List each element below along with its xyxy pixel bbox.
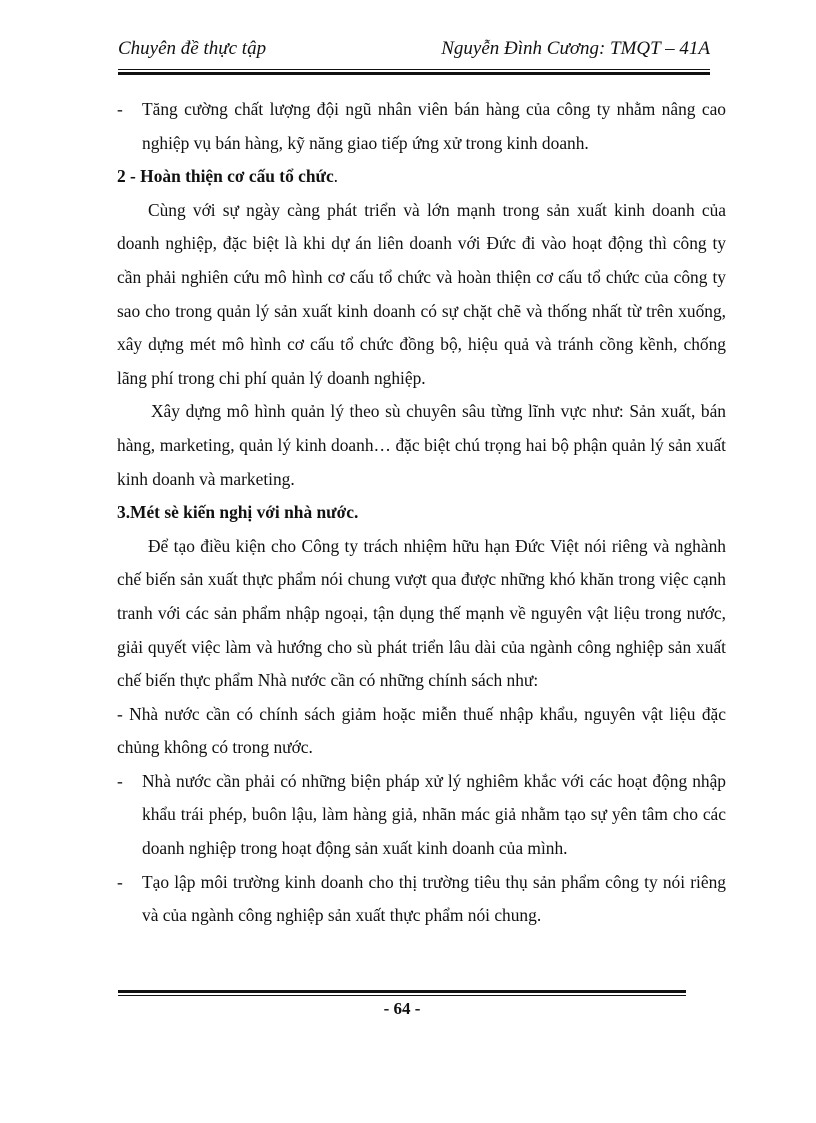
heading-period: . [333, 166, 339, 187]
bullet-dash: - [117, 871, 123, 892]
section-heading: 3.Mét sè kiến nghị với nhà nước. [117, 502, 359, 523]
paragraph: Xây dựng mô hình quản lý theo sù chuyên sâu từng lĩnh vực như: Sản xuất, bán hàng, marketing, quản lý kinh doanh… đặc biệt chú trọng hai bộ phận quản lý sản xuất kinh doanh và marketing. [117, 401, 726, 489]
bullet-item [117, 765, 726, 866]
header-author: Nguyễn Đình Cương: TMQT – 41A [441, 38, 710, 59]
bullet-text: Nhà nước cần phải có những biện pháp xử lý nghiêm khắc với các hoạt động nhập khẩu trái phép, buôn lậu, làm hàng giả, nhãn mác giả nhằm tạo sự yên tâm cho các doanh nghiệp trong hoạt động sản xuất kinh doanh của mình. [142, 770, 726, 859]
bullet-item [117, 866, 726, 933]
footer-rule-thick [118, 990, 686, 993]
page-header [118, 38, 710, 68]
bullet-text: Tăng cường chất lượng đội ngũ nhân viên bán hàng của công ty nhằm nâng cao nghiệp vụ bán hàng, kỹ năng giao tiếp ứng xử trong kinh doanh. [142, 99, 726, 153]
page-number: - 64 - [383, 999, 421, 1018]
page-body [117, 93, 726, 933]
heading-text: 2 - Hoàn thiện cơ cấu tổ chức [117, 166, 334, 187]
bullet-text: Tạo lập môi trường kinh doanh cho thị trường tiêu thụ sản phẩm công ty nói riêng và của ngành công nghiệp sản xuất thực phẩm nói chung. [142, 871, 726, 926]
paragraph: Cùng với sự ngày càng phát triển và lớn mạnh trong sản xuất kinh doanh của doanh nghiệp, đặc biệt là khi dự án liên doanh với Đức đi vào hoạt động thì công ty cần phải nghiên cứu mô hình cơ cấu tổ chức và hoàn thiện cơ cấu tổ chức của công ty sao cho trong quản lý sản xuất kinh doanh có sự chặt chẽ và thống nhất từ trên xuống, xây dựng mét mô hình cơ cấu tổ chức đồng bộ, hiệu quả và tránh cồng kềnh, chống lãng phí trong chi phí quản lý doanh nghiệp. [117, 199, 726, 388]
dash-paragraph: - Nhà nước cần có chính sách giảm hoặc miễn thuế nhập khẩu, nguyên vật liệu đặc chủng không có trong nước. [117, 703, 726, 758]
section-heading [117, 160, 726, 194]
paragraph: Để tạo điều kiện cho Công ty trách nhiệm hữu hạn Đức Việt nói riêng và nghành chế biến sản xuất thực phẩm nói chung vượt qua được những khó khăn trong việc cạnh tranh với các sản phẩm nhập ngoại, tận dụng thế mạnh về nguyên vật liệu trong nước, giải quyết việc làm và hướng cho sù phát triển lâu dài của ngành công nghiệp sản xuất chế biến thực phẩm Nhà nước cần có những chính sách như: [117, 535, 726, 691]
bullet-dash: - [117, 99, 123, 119]
header-rule-thick [118, 72, 710, 75]
header-rule-thin [118, 69, 710, 70]
header-title: Chuyên đề thực tập [118, 38, 267, 59]
bullet-dash: - [117, 770, 123, 791]
bullet-item [117, 93, 726, 160]
